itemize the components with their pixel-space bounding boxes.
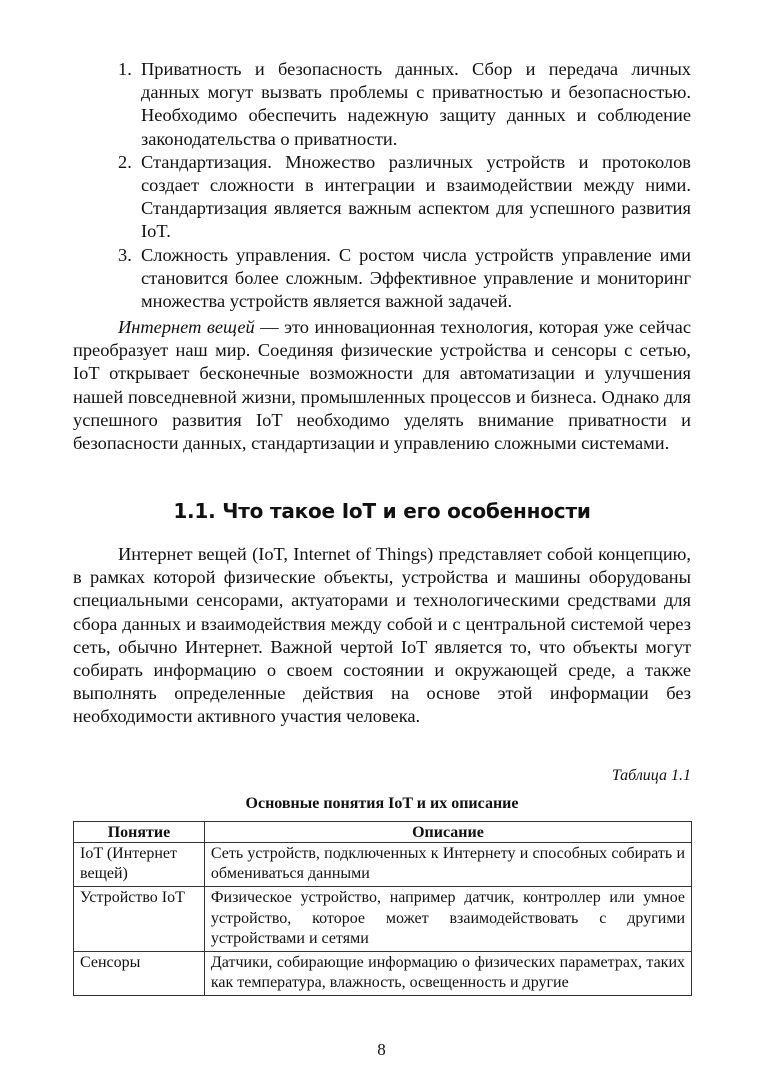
- term-cell: Сенсоры: [74, 952, 205, 996]
- concepts-table: [73, 821, 692, 996]
- challenges-list: [108, 58, 691, 313]
- list-item-text: Стандартизация. Множество различных устройств и протоколов создает сложности в интеграции и взаимодействии между ними. Стандартизация является важным аспектом для успешного развития IoT.: [141, 151, 691, 242]
- description-cell: Физическое устройство, например датчик, контроллер или умное устройство, которое может взаимодействовать с другими устройствами и сетями: [204, 887, 691, 952]
- table-title: Основные понятия IoT и их описание: [245, 795, 519, 812]
- list-item-number: 2.: [118, 151, 132, 172]
- list-item: [108, 151, 691, 244]
- list-item: [108, 244, 691, 314]
- table-header-row: [74, 822, 692, 843]
- page-number: 8: [377, 1040, 386, 1059]
- intro-paragraph: [73, 316, 691, 455]
- description-cell: Сеть устройств, подключенных к Интернету и способных собирать и обмениваться данными: [204, 843, 691, 887]
- description-cell: Датчики, собирающие информацию о физических параметрах, таких как температура, влажность, освещенность и другие: [204, 952, 691, 996]
- term-cell: Устройство IoT: [74, 887, 205, 952]
- table-row: [74, 843, 692, 887]
- term-emphasis: Интернет вещей: [118, 317, 255, 337]
- list-item: [108, 58, 691, 151]
- section-paragraph: Интернет вещей (IoT, Internet of Things) представляет собой концепцию, в рамках которой физические объекты, устройства и машины оборудованы специальными сенсорами, актуаторами и технологическими средствами для сбора данных и взаимодействия между собой и с центральной системой через сеть, обычно Интернет. Важной чертой IoT является то, что объекты могут собирать информацию о своем состоянии и окружающей среде, а также выполнять определенные действия на основе этой информации без необходимости активного участия человека.: [73, 544, 691, 727]
- column-header-term: Понятие: [74, 822, 205, 843]
- table-row: [74, 887, 692, 952]
- table-row: [74, 952, 692, 996]
- section-heading: 1.1. Что такое IoT и его особенности: [173, 499, 591, 523]
- table-number: Таблица 1.1: [611, 767, 691, 784]
- list-item-text: Сложность управления. С ростом числа устройств управление ими становится более сложным. Эффективное управление и мониторинг множества устройств является важной задачей.: [141, 244, 691, 312]
- list-item-number: 1.: [118, 59, 132, 79]
- term-cell: IoT (Интернет вещей): [74, 843, 205, 887]
- paragraph-text: — это инновационная технология, которая уже сейчас преобразует наш мир. Соединяя физические устройства и сенсоры с сетью, IoT открывает бесконечные возможности для автоматизации и улучшения нашей повседневной жизни, промышленных процессов и бизнеса. Однако для успешного развития IoT необходимо уделять внимание приватности и безопасности данных, стандартизации и управлению сложными системами.: [73, 317, 691, 454]
- list-item-number: 3.: [118, 244, 132, 265]
- list-item-text: Приватность и безопасность данных. Сбор и передача личных данных могут вызвать проблемы с приватностью и безопасностью. Необходимо обеспечить надежную защиту данных и соблюдение законодательства о приватности.: [141, 59, 691, 149]
- column-header-description: Описание: [204, 822, 691, 843]
